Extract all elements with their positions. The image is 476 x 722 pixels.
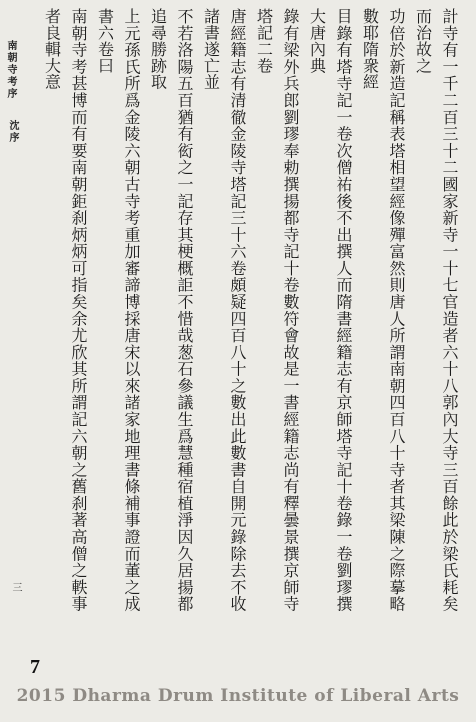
section-title-margin: 沈序 [7,120,18,144]
text-column: 上元孫氏所爲金陵六朝古寺考重加審諦博採唐宋以來諸家地理書條補事證而董之成書六卷曰 [95,8,141,612]
text-column: 唐經籍志有清徹金陵寺塔記三十六卷頗疑四百八十之數出此數書自開元錄除去不收諸書遂亡並 [201,8,247,612]
text-column: 錄有梁外兵郎劉璆奉勅撰揚都寺記十卷數符會故是一書經籍志尚有釋曇景撰京師寺塔記二卷 [254,8,300,612]
preface-text [38,8,462,612]
text-column: 不若洛陽五百猶有衒之一記存其梗概詎不惜哉葱石參議生爲慧種宿植淨因久居揚都追尋勝跡取 [148,8,194,612]
text-column: 南朝寺考甚博而有要南朝鉅刹炳炳可指矣余尤欣其所謂記六朝之舊刹著高僧之軼事者良輯大意 [42,8,88,612]
text-column: 目錄有塔寺記一卷次僧祐後不出撰人而隋書經籍志有京師塔寺記十卷錄一卷劉璆撰大唐內典 [307,8,353,612]
book-title-margin: 南朝寺考序 [5,40,16,100]
leaf-number: 三 [10,582,21,592]
watermark: 2015 Dharma Drum Institute of Liberal Arts [16,686,460,706]
text-column: 計寺有一千二百三十二國家新寺一十七官造者六十八郭內大寺三百餘此於梁氏耗矣而治故之 [413,8,459,612]
text-column: 功倍於新造記稱表塔相望經像殫富然則唐人所謂南朝四百八十寺者其梁陳之際摹略數耶隋衆經 [360,8,406,612]
page-number: 7 [30,656,40,678]
